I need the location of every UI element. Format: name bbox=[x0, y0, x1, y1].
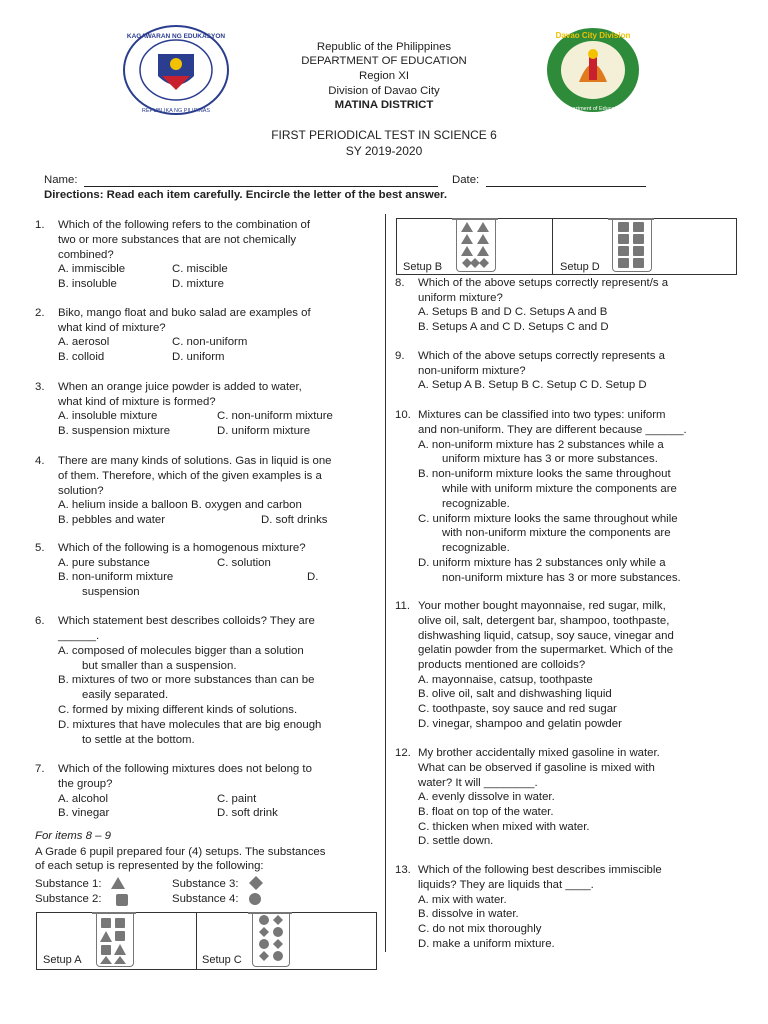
question-stem: of them. Therefore, which of the given examples is a bbox=[58, 470, 322, 482]
substance-4-label: Substance 4: bbox=[172, 893, 239, 905]
question-stem: Which statement best describes colloids? They are bbox=[58, 615, 315, 627]
date-field[interactable] bbox=[486, 186, 646, 187]
option-b[interactable]: B. suspension mixture bbox=[58, 425, 171, 437]
question-stem: gelatin powder from the supermarket. Which of the bbox=[418, 644, 674, 656]
substance-1-label: Substance 1: bbox=[35, 878, 102, 890]
option-b[interactable]: B. non-uniform mixture bbox=[58, 571, 174, 583]
option-a[interactable]: A. alcohol bbox=[58, 793, 109, 805]
question-stem: Your mother bought mayonnaise, red sugar, milk, bbox=[418, 600, 666, 612]
question-number: 6. bbox=[35, 615, 45, 627]
triangle-icon bbox=[110, 876, 126, 890]
question-stem: and non-uniform. They are different because ______. bbox=[418, 424, 687, 436]
substance-2-label: Substance 2: bbox=[35, 893, 102, 905]
option-d[interactable]: D. vinegar, shampoo and gelatin powder bbox=[418, 718, 622, 730]
question-number: 13. bbox=[395, 864, 411, 876]
question-number: 8. bbox=[395, 277, 405, 289]
option-a[interactable]: A. Setups B and D C. Setups A and B bbox=[418, 306, 608, 318]
option-d[interactable]: D. settle down. bbox=[418, 835, 494, 847]
date-label: Date: bbox=[452, 174, 480, 186]
question-stem: Mixtures can be classified into two types: uniform bbox=[418, 409, 666, 421]
setup-d-contents bbox=[616, 221, 646, 269]
option-c[interactable]: C. non-uniform mixture bbox=[217, 410, 333, 422]
option-c-cont: recognizable. bbox=[442, 542, 510, 554]
option-d-text: suspension bbox=[82, 586, 140, 598]
option-b-cont: easily separated. bbox=[82, 689, 169, 701]
option-b[interactable]: B. pebbles and water bbox=[58, 514, 166, 526]
option-b[interactable]: B. float on top of the water. bbox=[418, 806, 554, 818]
option-c[interactable]: C. toothpaste, soy sauce and red sugar bbox=[418, 703, 617, 715]
option-b[interactable]: B. Setups A and C D. Setups C and D bbox=[418, 321, 609, 333]
question-number: 11. bbox=[395, 600, 410, 612]
question-stem: combined? bbox=[58, 249, 114, 261]
option-b[interactable]: B. vinegar bbox=[58, 807, 110, 819]
options-row[interactable]: A. Setup A B. Setup B C. Setup C D. Setup D bbox=[418, 379, 647, 391]
option-b[interactable]: B. olive oil, salt and dishwashing liquid bbox=[418, 688, 612, 700]
option-a[interactable]: A. helium inside a balloon B. oxygen and carbon bbox=[58, 499, 302, 511]
division-seal-top-text: Davao City Division bbox=[555, 31, 631, 40]
option-a[interactable]: A. mayonnaise, catsup, toothpaste bbox=[418, 674, 593, 686]
header-republic: Republic of the Philippines bbox=[316, 41, 452, 53]
option-c[interactable]: C. non-uniform bbox=[172, 336, 248, 348]
question-number: 10. bbox=[395, 409, 411, 421]
test-title: FIRST PERIODICAL TEST IN SCIENCE 6 bbox=[271, 128, 497, 142]
question-stem: water? It will ________. bbox=[418, 777, 538, 789]
question-stem: non-uniform mixture? bbox=[418, 365, 526, 377]
option-d[interactable]: D. soft drinks bbox=[261, 514, 328, 526]
option-b[interactable]: B. insoluble bbox=[58, 278, 117, 290]
name-label: Name: bbox=[44, 174, 78, 186]
question-stem: Biko, mango float and buko salad are examples of bbox=[58, 307, 311, 319]
option-d[interactable]: D. soft drink bbox=[217, 807, 278, 819]
question-stem: products mentioned are colloids? bbox=[418, 659, 586, 671]
directions: Directions: Read each item carefully. Encircle the letter of the best answer. bbox=[44, 189, 448, 201]
option-a[interactable]: A. mix with water. bbox=[418, 894, 507, 906]
option-c[interactable]: C. paint bbox=[217, 793, 257, 805]
option-c-cont: with non-uniform mixture the components are bbox=[442, 527, 671, 539]
seal-top-text: KAGAWARAN NG EDUKASYON bbox=[126, 33, 226, 40]
setup-c-label: Setup C bbox=[202, 954, 242, 966]
option-d[interactable]: D. uniform mixture bbox=[217, 425, 311, 437]
setup-d-label: Setup D bbox=[560, 261, 600, 273]
question-number: 2. bbox=[35, 307, 45, 319]
question-number: 3. bbox=[35, 381, 45, 393]
setups-b-d-box bbox=[396, 218, 737, 275]
option-b[interactable]: B. dissolve in water. bbox=[418, 908, 519, 920]
question-stem: uniform mixture? bbox=[418, 292, 503, 304]
question-stem: what kind of mixture? bbox=[58, 322, 166, 334]
option-d[interactable]: D. mixture bbox=[172, 278, 224, 290]
option-d[interactable]: D. uniform bbox=[172, 351, 225, 363]
option-c[interactable]: C. thicken when mixed with water. bbox=[418, 821, 590, 833]
setup-b-label: Setup B bbox=[403, 261, 443, 273]
option-c[interactable]: C. miscible bbox=[172, 263, 228, 275]
header-region: Region XI bbox=[358, 70, 410, 82]
option-c[interactable]: C. solution bbox=[217, 557, 271, 569]
setup-c-contents bbox=[256, 914, 286, 964]
items-8-9-heading: For items 8 – 9 bbox=[35, 830, 111, 842]
setups-a-c-box bbox=[36, 912, 377, 970]
question-stem: There are many kinds of solutions. Gas in liquid is one bbox=[58, 455, 332, 467]
column-divider bbox=[385, 214, 386, 952]
question-stem: Which of the above setups correctly represents a bbox=[418, 350, 665, 362]
items-intro-line1: A Grade 6 pupil prepared four (4) setups. The substances bbox=[35, 846, 326, 858]
option-a[interactable]: A. composed of molecules bigger than a solution bbox=[58, 645, 304, 657]
option-c[interactable]: C. uniform mixture looks the same throughout while bbox=[418, 513, 678, 525]
question-stem: Which of the following is a homogenous mixture? bbox=[58, 542, 306, 554]
question-stem: ______. bbox=[58, 630, 100, 642]
option-a[interactable]: A. non-uniform mixture has 2 substances while a bbox=[418, 439, 664, 451]
name-field[interactable] bbox=[84, 186, 438, 187]
option-d[interactable]: D. uniform mixture has 2 substances only while a bbox=[418, 557, 666, 569]
question-stem: Which of the following best describes immiscible bbox=[418, 864, 662, 876]
circle-icon bbox=[248, 892, 262, 906]
option-d-cont: to settle at the bottom. bbox=[82, 734, 195, 746]
question-stem: Which of the above setups correctly represent/s a bbox=[418, 277, 669, 289]
question-stem: dishwashing liquid, catsup, soy sauce, vinegar and bbox=[418, 630, 674, 642]
option-a[interactable]: A. immiscible bbox=[58, 263, 126, 275]
question-number: 4. bbox=[35, 455, 45, 467]
division-seal-bottom-text: Department of Education bbox=[562, 106, 624, 112]
setup-a-label: Setup A bbox=[43, 954, 82, 966]
question-number: 5. bbox=[35, 542, 45, 554]
question-number: 12. bbox=[395, 747, 411, 759]
diamond-icon bbox=[248, 875, 264, 891]
option-a[interactable]: A. evenly dissolve in water. bbox=[418, 791, 555, 803]
question-stem: My brother accidentally mixed gasoline in water. bbox=[418, 747, 660, 759]
substance-3-label: Substance 3: bbox=[172, 878, 239, 890]
option-b-cont: while with uniform mixture the components are bbox=[442, 483, 677, 495]
option-a[interactable]: A. insoluble mixture bbox=[58, 410, 158, 422]
option-a[interactable]: A. pure substance bbox=[58, 557, 150, 569]
school-year: SY 2019-2020 bbox=[345, 144, 423, 158]
setup-b-contents bbox=[458, 221, 492, 269]
question-stem: When an orange juice powder is added to water, bbox=[58, 381, 302, 393]
items-intro-line2: of each setup is represented by the following: bbox=[35, 860, 264, 872]
header-division: Division of Davao City bbox=[328, 85, 440, 97]
question-stem: Which of the following mixtures does not belong to bbox=[58, 763, 312, 775]
option-b-cont: recognizable. bbox=[442, 498, 510, 510]
question-stem: two or more substances that are not chemically bbox=[58, 234, 297, 246]
option-a-cont: but smaller than a suspension. bbox=[82, 660, 237, 672]
question-stem: liquids? They are liquids that ____. bbox=[418, 879, 594, 891]
square-icon bbox=[115, 893, 129, 907]
option-b[interactable]: B. non-uniform mixture looks the same throughout bbox=[418, 468, 671, 480]
option-d[interactable]: D. mixtures that have molecules that are big enough bbox=[58, 719, 322, 731]
option-a[interactable]: A. aerosol bbox=[58, 336, 110, 348]
question-stem: Which of the following refers to the combination of bbox=[58, 219, 310, 231]
option-c[interactable]: C. formed by mixing different kinds of solutions. bbox=[58, 704, 298, 716]
option-d[interactable]: D. make a uniform mixture. bbox=[418, 938, 555, 950]
question-stem: olive oil, salt, detergent bar, shampoo, toothpaste, bbox=[418, 615, 670, 627]
question-stem: What can be observed if gasoline is mixed with bbox=[418, 762, 655, 774]
question-stem: solution? bbox=[58, 485, 104, 497]
question-number: 1. bbox=[35, 219, 45, 231]
header-district: MATINA DISTRICT bbox=[334, 99, 434, 111]
option-b[interactable]: B. mixtures of two or more substances than can be bbox=[58, 674, 315, 686]
option-c[interactable]: C. do not mix thoroughly bbox=[418, 923, 542, 935]
question-number: 7. bbox=[35, 763, 45, 775]
question-number: 9. bbox=[395, 350, 405, 362]
header-department: DEPARTMENT OF EDUCATION bbox=[301, 55, 467, 67]
option-d-cont: non-uniform mixture has 3 or more substances. bbox=[442, 572, 681, 584]
seal-bottom-text: REPUBLIKA NG PILIPINAS bbox=[141, 108, 211, 114]
option-b[interactable]: B. colloid bbox=[58, 351, 105, 363]
question-stem: what kind of mixture is formed? bbox=[58, 396, 216, 408]
option-d[interactable]: D. bbox=[307, 571, 319, 583]
question-stem: the group? bbox=[58, 778, 113, 790]
setup-a-contents bbox=[98, 916, 130, 964]
option-a-cont: uniform mixture has 3 or more substances. bbox=[442, 453, 658, 465]
